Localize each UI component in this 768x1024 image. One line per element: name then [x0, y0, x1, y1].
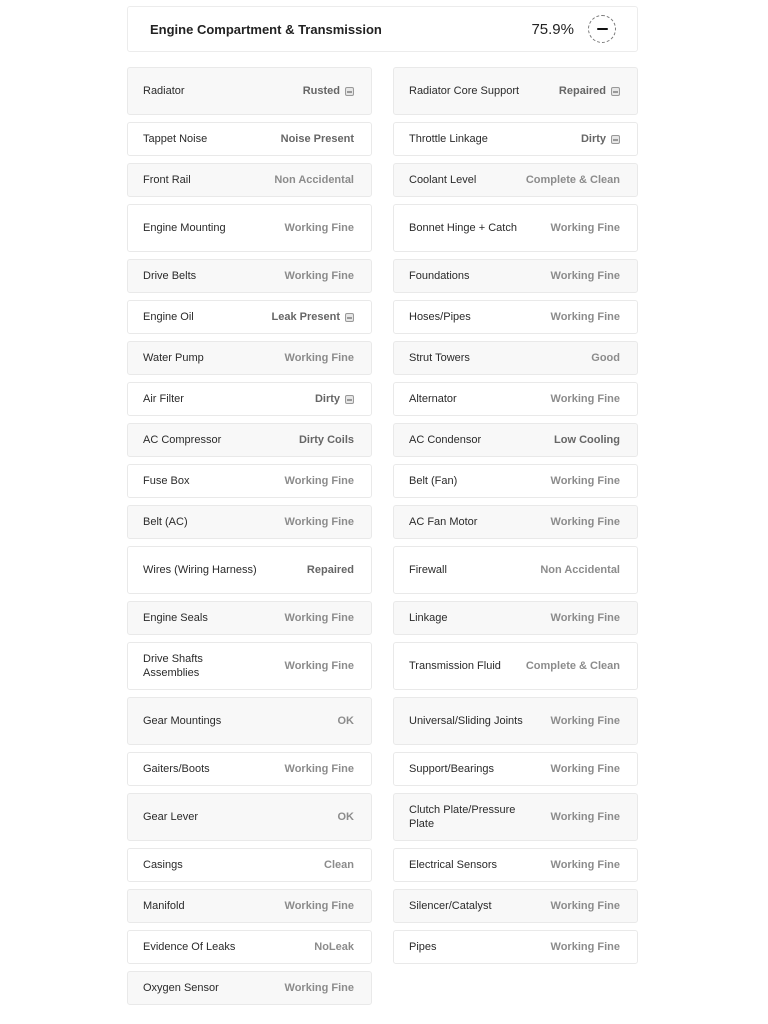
inspection-item-engine-oil[interactable]	[127, 300, 372, 334]
image-icon[interactable]	[611, 135, 620, 144]
item-value-wrap	[551, 270, 620, 282]
item-label: Fuse Box	[143, 475, 190, 487]
item-value: Repaired	[306, 564, 354, 576]
section-score: 75.9%	[531, 20, 574, 38]
item-label: Air Filter	[143, 393, 184, 405]
inspection-item-throttle-linkage[interactable]	[393, 122, 638, 156]
item-value-wrap	[314, 941, 354, 953]
image-icon[interactable]	[345, 395, 354, 404]
item-label: Bonnet Hinge + Catch	[409, 222, 517, 234]
item-label: Transmission Fluid	[409, 660, 501, 672]
item-value-wrap	[551, 811, 620, 823]
item-label: Tappet Noise	[143, 133, 208, 145]
item-label: Water Pump	[143, 352, 204, 364]
item-value: Working Fine	[284, 900, 354, 912]
inspection-item-bonnet-hinge-catch[interactable]	[393, 204, 638, 252]
item-value-wrap	[526, 174, 620, 186]
collapse-button[interactable]	[588, 15, 616, 43]
item-value: Rusted	[302, 85, 340, 97]
inspection-item-hoses-pipes[interactable]	[393, 300, 638, 334]
item-label: Manifold	[143, 900, 185, 912]
item-value-wrap	[307, 564, 354, 576]
item-label: Casings	[143, 859, 183, 871]
item-label: Drive Belts	[143, 270, 197, 282]
item-value: Working Fine	[284, 660, 354, 672]
inspection-item-water-pump[interactable]	[127, 341, 372, 375]
item-label: Hoses/Pipes	[409, 311, 471, 323]
item-value-wrap	[285, 612, 354, 624]
item-value: Non Accidental	[274, 174, 354, 186]
inspection-item-casings[interactable]	[127, 848, 372, 882]
item-label: Firewall	[409, 564, 447, 576]
item-value: Working Fine	[284, 222, 354, 234]
inspection-item-strut-towers[interactable]	[393, 341, 638, 375]
item-value: Working Fine	[550, 859, 620, 871]
item-value: Complete & Clean	[525, 174, 620, 186]
item-value-wrap	[551, 516, 620, 528]
item-value: OK	[337, 715, 354, 727]
item-label: Gear Mountings	[143, 715, 222, 727]
item-value: Working Fine	[284, 982, 354, 994]
item-value: Working Fine	[550, 612, 620, 624]
inspection-item-gaiters-boots[interactable]	[127, 752, 372, 786]
item-label: Belt (AC)	[143, 516, 188, 528]
item-value-wrap	[285, 516, 354, 528]
item-value: Working Fine	[550, 393, 620, 405]
inspection-item-clutch-plate-pressure-plate[interactable]	[393, 793, 638, 841]
item-value: Working Fine	[284, 352, 354, 364]
section-header[interactable]	[127, 6, 638, 52]
item-value-wrap	[285, 222, 354, 234]
inspection-item-fuse-box[interactable]	[127, 464, 372, 498]
item-value: Low Cooling	[554, 434, 620, 446]
item-value: Working Fine	[550, 516, 620, 528]
item-value-wrap	[338, 811, 355, 823]
inspection-item-air-filter[interactable]	[127, 382, 372, 416]
item-value-wrap	[338, 715, 355, 727]
item-label: Drive Shafts Assemblies	[143, 653, 203, 679]
item-label: Clutch Plate/Pressure Plate	[409, 804, 516, 830]
item-value-wrap	[285, 763, 354, 775]
inspection-item-manifold[interactable]	[127, 889, 372, 923]
inspection-item-wires-wiring-harness[interactable]	[127, 546, 372, 594]
inspection-item-tappet-noise[interactable]	[127, 122, 372, 156]
item-label: Alternator	[409, 393, 457, 405]
item-label: Radiator Core Support	[409, 85, 520, 97]
item-value-wrap	[540, 564, 620, 576]
section-title: Engine Compartment & Transmission	[150, 21, 382, 37]
inspection-item-radiator[interactable]	[127, 67, 372, 115]
item-value-wrap	[554, 434, 620, 446]
item-value-wrap	[274, 174, 354, 186]
inspection-item-belt-ac[interactable]	[127, 505, 372, 539]
item-value-wrap	[272, 311, 354, 323]
item-value-wrap	[551, 612, 620, 624]
inspection-item-transmission-fluid[interactable]	[393, 642, 638, 690]
item-value-wrap	[581, 133, 620, 145]
item-label: Foundations	[409, 270, 470, 282]
item-value: Working Fine	[550, 475, 620, 487]
item-value-wrap	[285, 352, 354, 364]
item-value-wrap	[315, 393, 354, 405]
inspection-item-gear-lever[interactable]	[127, 793, 372, 841]
inspection-item-ac-compressor[interactable]	[127, 423, 372, 457]
item-label: Radiator	[143, 85, 185, 97]
item-label: Linkage	[409, 612, 448, 624]
item-label: AC Compressor	[143, 434, 222, 446]
item-value-wrap	[285, 900, 354, 912]
inspection-item-linkage[interactable]	[393, 601, 638, 635]
inspection-item-foundations[interactable]	[393, 259, 638, 293]
item-label: Front Rail	[143, 174, 191, 186]
right-column	[393, 67, 638, 971]
item-label: AC Condensor	[409, 434, 482, 446]
item-label: Strut Towers	[409, 352, 470, 364]
item-value-wrap	[285, 270, 354, 282]
item-value: Working Fine	[284, 475, 354, 487]
item-value-wrap	[551, 222, 620, 234]
section-header-right	[531, 15, 616, 43]
item-value-wrap	[551, 393, 620, 405]
item-value-wrap	[551, 859, 620, 871]
item-label: Universal/Sliding Joints	[409, 715, 523, 727]
item-value-wrap	[281, 133, 354, 145]
item-value: Working Fine	[550, 222, 620, 234]
item-value: Repaired	[558, 85, 606, 97]
item-value: Working Fine	[284, 516, 354, 528]
item-value: Working Fine	[550, 811, 620, 823]
item-label: Engine Oil	[143, 311, 194, 323]
inspection-item-oxygen-sensor[interactable]	[127, 971, 372, 1005]
item-value-wrap	[551, 763, 620, 775]
inspection-item-belt-fan[interactable]	[393, 464, 638, 498]
item-value-wrap	[285, 660, 354, 672]
inspection-item-ac-fan-motor[interactable]	[393, 505, 638, 539]
item-value: Leak Present	[271, 311, 340, 323]
item-value: Noise Present	[280, 133, 354, 145]
item-label: Engine Seals	[143, 612, 208, 624]
inspection-item-gear-mountings[interactable]	[127, 697, 372, 745]
inspection-item-coolant-level[interactable]	[393, 163, 638, 197]
item-value-wrap	[299, 434, 354, 446]
item-value: Clean	[324, 859, 354, 871]
item-value: Non Accidental	[540, 564, 620, 576]
item-value: Good	[591, 352, 620, 364]
image-icon[interactable]	[611, 87, 620, 96]
item-label: Oxygen Sensor	[143, 982, 219, 994]
item-label: Wires (Wiring Harness)	[143, 564, 257, 576]
item-value-wrap	[303, 85, 354, 97]
item-value: OK	[337, 811, 354, 823]
left-column	[127, 67, 372, 1012]
item-label: Coolant Level	[409, 174, 477, 186]
item-value: Working Fine	[284, 763, 354, 775]
inspection-item-evidence-of-leaks[interactable]	[127, 930, 372, 964]
inspection-item-engine-seals[interactable]	[127, 601, 372, 635]
minus-icon	[597, 28, 608, 31]
inspection-item-radiator-core-support[interactable]	[393, 67, 638, 115]
inspection-item-drive-belts[interactable]	[127, 259, 372, 293]
item-value-wrap	[559, 85, 620, 97]
inspection-item-drive-shafts-assemblies[interactable]	[127, 642, 372, 690]
item-label: Throttle Linkage	[409, 133, 488, 145]
item-value: Working Fine	[550, 900, 620, 912]
image-icon[interactable]	[345, 313, 354, 322]
item-value: Working Fine	[284, 612, 354, 624]
inspection-item-alternator[interactable]	[393, 382, 638, 416]
inspection-item-firewall[interactable]	[393, 546, 638, 594]
item-value: Working Fine	[550, 941, 620, 953]
item-label: Silencer/Catalyst	[409, 900, 492, 912]
item-label: Belt (Fan)	[409, 475, 458, 487]
item-value: Dirty	[314, 393, 340, 405]
inspection-item-universal-sliding-joints[interactable]	[393, 697, 638, 745]
inspection-item-electrical-sensors[interactable]	[393, 848, 638, 882]
item-value-wrap	[591, 352, 620, 364]
item-value: Working Fine	[550, 270, 620, 282]
inspection-item-pipes[interactable]	[393, 930, 638, 964]
item-label: Evidence Of Leaks	[143, 941, 236, 953]
inspection-item-silencer-catalyst[interactable]	[393, 889, 638, 923]
item-value-wrap	[551, 941, 620, 953]
item-value: Working Fine	[284, 270, 354, 282]
item-value-wrap	[324, 859, 354, 871]
item-label: Electrical Sensors	[409, 859, 498, 871]
item-label: Pipes	[409, 941, 437, 953]
item-label: Engine Mounting	[143, 222, 226, 234]
item-value: Dirty	[580, 133, 606, 145]
image-icon[interactable]	[345, 87, 354, 96]
inspection-item-support-bearings[interactable]	[393, 752, 638, 786]
item-value-wrap	[551, 715, 620, 727]
inspection-item-front-rail[interactable]	[127, 163, 372, 197]
item-value: NoLeak	[314, 941, 354, 953]
inspection-item-engine-mounting[interactable]	[127, 204, 372, 252]
item-label: Gaiters/Boots	[143, 763, 210, 775]
item-value-wrap	[285, 982, 354, 994]
item-value: Working Fine	[550, 311, 620, 323]
item-value-wrap	[551, 475, 620, 487]
item-value: Working Fine	[550, 715, 620, 727]
item-value-wrap	[551, 900, 620, 912]
inspection-item-ac-condensor[interactable]	[393, 423, 638, 457]
item-label: Support/Bearings	[409, 763, 494, 775]
item-label: Gear Lever	[143, 811, 199, 823]
item-label: AC Fan Motor	[409, 516, 478, 528]
item-value: Working Fine	[550, 763, 620, 775]
item-value: Dirty Coils	[298, 434, 354, 446]
item-value-wrap	[526, 660, 620, 672]
item-value-wrap	[551, 311, 620, 323]
item-value-wrap	[285, 475, 354, 487]
item-value: Complete & Clean	[525, 660, 620, 672]
